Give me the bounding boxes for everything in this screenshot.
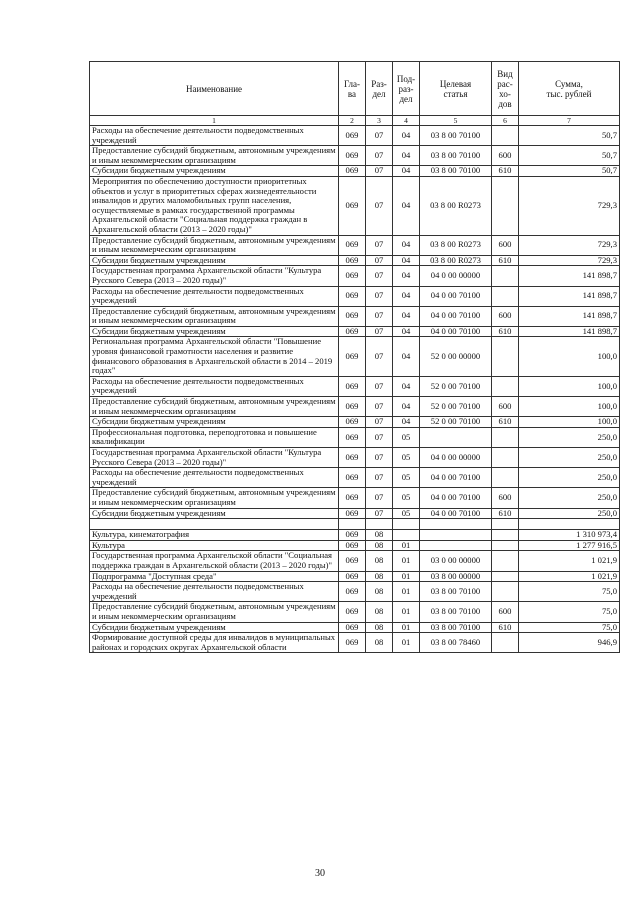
cell-name: Субсидии бюджетным учреждениям (90, 622, 339, 633)
cell-razdel: 07 (366, 176, 393, 235)
col-number: 5 (420, 116, 492, 126)
cell-glava: 069 (339, 337, 366, 376)
cell-podrazdel: 01 (393, 633, 420, 653)
cell-sum: 141 898,7 (519, 306, 620, 326)
cell-expense-type (492, 540, 519, 551)
cell-sum: 729,3 (519, 235, 620, 255)
cell-target-article: 03 8 00 70100 (420, 622, 492, 633)
cell-name: Расходы на обеспечение деятельности подведомственных учреждений (90, 582, 339, 602)
cell-name: Государственная программа Архангельской области "Культура Русского Севера (2013 – 2020 годы)" (90, 448, 339, 468)
table-row (90, 166, 620, 177)
cell-sum: 729,3 (519, 176, 620, 235)
cell-podrazdel: 04 (393, 176, 420, 235)
table-row (90, 397, 620, 417)
cell-razdel: 07 (366, 306, 393, 326)
cell-glava: 069 (339, 468, 366, 488)
cell-sum: 50,7 (519, 126, 620, 146)
cell-podrazdel: 01 (393, 551, 420, 571)
cell-sum: 946,9 (519, 633, 620, 653)
cell-podrazdel: 04 (393, 266, 420, 286)
col-number: 3 (366, 116, 393, 126)
cell-razdel: 08 (366, 622, 393, 633)
cell-name: Государственная программа Архангельской области "Культура Русского Севера (2013 – 2020 годы)" (90, 266, 339, 286)
cell-glava: 069 (339, 448, 366, 468)
table-row (90, 530, 620, 541)
cell-glava (339, 519, 366, 530)
cell-target-article: 03 8 00 R0273 (420, 235, 492, 255)
page-number: 30 (315, 868, 325, 879)
header-podrazdel: Под- раз- дел (393, 62, 420, 116)
cell-glava: 069 (339, 266, 366, 286)
cell-name: Субсидии бюджетным учреждениям (90, 417, 339, 428)
cell-razdel: 07 (366, 255, 393, 266)
table-row (90, 448, 620, 468)
cell-sum: 1 021,9 (519, 551, 620, 571)
cell-glava: 069 (339, 633, 366, 653)
cell-target-article: 03 8 00 00000 (420, 571, 492, 582)
cell-razdel: 07 (366, 427, 393, 447)
cell-expense-type (492, 376, 519, 396)
cell-expense-type (492, 582, 519, 602)
cell-razdel: 07 (366, 417, 393, 428)
col-number: 1 (90, 116, 339, 126)
cell-glava: 069 (339, 326, 366, 337)
table-row (90, 306, 620, 326)
cell-target-article (420, 427, 492, 447)
cell-target-article: 04 0 00 70100 (420, 468, 492, 488)
cell-glava: 069 (339, 146, 366, 166)
cell-sum: 250,0 (519, 448, 620, 468)
cell-podrazdel: 01 (393, 622, 420, 633)
cell-name: Предоставление субсидий бюджетным, автономным учреждениям и иным некоммерческим организациям (90, 397, 339, 417)
cell-podrazdel: 01 (393, 582, 420, 602)
cell-expense-type (492, 519, 519, 530)
cell-glava: 069 (339, 176, 366, 235)
header-sum: Сумма, тыс. рублей (519, 62, 620, 116)
table-row (90, 551, 620, 571)
col-number: 4 (393, 116, 420, 126)
cell-expense-type: 600 (492, 146, 519, 166)
cell-podrazdel: 04 (393, 326, 420, 337)
cell-podrazdel: 01 (393, 540, 420, 551)
table-row (90, 126, 620, 146)
cell-podrazdel: 05 (393, 488, 420, 508)
cell-glava: 069 (339, 126, 366, 146)
cell-name: Расходы на обеспечение деятельности подведомственных учреждений (90, 126, 339, 146)
cell-target-article (420, 530, 492, 541)
cell-sum: 50,7 (519, 146, 620, 166)
cell-podrazdel: 04 (393, 146, 420, 166)
table-row (90, 417, 620, 428)
cell-expense-type: 600 (492, 397, 519, 417)
table-row (90, 540, 620, 551)
table-row (90, 235, 620, 255)
cell-name: Предоставление субсидий бюджетным, автономным учреждениям и иным некоммерческим организациям (90, 602, 339, 622)
cell-razdel: 08 (366, 582, 393, 602)
cell-target-article: 03 8 00 70100 (420, 166, 492, 177)
cell-name: Формирование доступной среды для инвалидов в муниципальных районах и городских округах Архангельской области (90, 633, 339, 653)
cell-name: Предоставление субсидий бюджетным, автономным учреждениям и иным некоммерческим организациям (90, 235, 339, 255)
cell-sum: 250,0 (519, 468, 620, 488)
cell-razdel: 07 (366, 266, 393, 286)
cell-expense-type: 610 (492, 255, 519, 266)
cell-razdel: 07 (366, 326, 393, 337)
cell-name: Культура (90, 540, 339, 551)
cell-target-article: 04 0 00 00000 (420, 266, 492, 286)
table-row (90, 571, 620, 582)
cell-name: Подпрограмма "Доступная среда" (90, 571, 339, 582)
table-row (90, 376, 620, 396)
cell-name: Мероприятия по обеспечению доступности приоритетных объектов и услуг в приоритетных сферах жизнедеятельности инвалидов и других маломобильных групп населения, осуществляемые в рамках государственной программы Архангельской области "Социальная поддержка граждан в Архангельской области (2013 – 2020 годы)" (90, 176, 339, 235)
cell-sum: 75,0 (519, 602, 620, 622)
col-number: 7 (519, 116, 620, 126)
col-number: 2 (339, 116, 366, 126)
cell-sum: 729,3 (519, 255, 620, 266)
cell-expense-type (492, 448, 519, 468)
table-row (90, 468, 620, 488)
cell-sum: 1 021,9 (519, 571, 620, 582)
table-row (90, 622, 620, 633)
cell-glava: 069 (339, 602, 366, 622)
cell-glava: 069 (339, 235, 366, 255)
cell-podrazdel: 04 (393, 255, 420, 266)
table-body (90, 126, 620, 653)
cell-razdel: 07 (366, 235, 393, 255)
cell-razdel: 07 (366, 286, 393, 306)
cell-podrazdel: 04 (393, 397, 420, 417)
cell-sum: 100,0 (519, 376, 620, 396)
cell-razdel: 08 (366, 551, 393, 571)
cell-sum: 75,0 (519, 622, 620, 633)
col-number: 6 (492, 116, 519, 126)
cell-name: Субсидии бюджетным учреждениям (90, 508, 339, 519)
table-row (90, 326, 620, 337)
cell-podrazdel: 04 (393, 306, 420, 326)
cell-expense-type (492, 633, 519, 653)
cell-sum: 1 277 916,5 (519, 540, 620, 551)
cell-glava: 069 (339, 166, 366, 177)
cell-podrazdel: 04 (393, 417, 420, 428)
cell-expense-type: 600 (492, 235, 519, 255)
cell-podrazdel: 04 (393, 126, 420, 146)
cell-name: Региональная программа Архангельской области "Повышение уровня финансовой грамотности населения и развитие финансового образования в Архангельской области в 2014 – 2019 годах" (90, 337, 339, 376)
column-number-row (90, 116, 620, 126)
cell-target-article: 03 0 00 00000 (420, 551, 492, 571)
cell-glava: 069 (339, 306, 366, 326)
cell-sum: 75,0 (519, 582, 620, 602)
cell-razdel: 07 (366, 397, 393, 417)
cell-sum: 50,7 (519, 166, 620, 177)
cell-glava: 069 (339, 582, 366, 602)
cell-expense-type (492, 530, 519, 541)
cell-sum: 141 898,7 (519, 286, 620, 306)
cell-name: Расходы на обеспечение деятельности подведомственных учреждений (90, 286, 339, 306)
cell-razdel: 07 (366, 376, 393, 396)
cell-sum: 1 310 973,4 (519, 530, 620, 541)
cell-target-article: 04 0 00 00000 (420, 448, 492, 468)
header-glava: Гла- ва (339, 62, 366, 116)
table-row (90, 427, 620, 447)
cell-name: Субсидии бюджетным учреждениям (90, 166, 339, 177)
table-row (90, 286, 620, 306)
cell-expense-type: 600 (492, 306, 519, 326)
header-razdel: Раз- дел (366, 62, 393, 116)
cell-sum: 100,0 (519, 337, 620, 376)
cell-podrazdel: 05 (393, 448, 420, 468)
cell-razdel: 08 (366, 633, 393, 653)
cell-podrazdel: 04 (393, 286, 420, 306)
table-row (90, 582, 620, 602)
cell-glava: 069 (339, 530, 366, 541)
cell-name: Государственная программа Архангельской области "Социальная поддержка граждан в Архангельской области (2013 – 2020 годы)" (90, 551, 339, 571)
table-row (90, 146, 620, 166)
cell-name: Расходы на обеспечение деятельности подведомственных учреждений (90, 376, 339, 396)
cell-name: Культура, кинематография (90, 530, 339, 541)
cell-sum: 250,0 (519, 488, 620, 508)
cell-glava: 069 (339, 571, 366, 582)
cell-glava: 069 (339, 286, 366, 306)
cell-target-article (420, 519, 492, 530)
table-row (90, 508, 620, 519)
cell-razdel (366, 519, 393, 530)
cell-sum: 141 898,7 (519, 266, 620, 286)
table-row (90, 255, 620, 266)
cell-name: Субсидии бюджетным учреждениям (90, 326, 339, 337)
cell-target-article: 03 8 00 70100 (420, 146, 492, 166)
cell-razdel: 08 (366, 571, 393, 582)
cell-glava: 069 (339, 427, 366, 447)
header-vid: Вид рас- хо- дов (492, 62, 519, 116)
header-name: Наименование (90, 62, 339, 116)
cell-razdel: 08 (366, 602, 393, 622)
cell-expense-type: 610 (492, 326, 519, 337)
cell-razdel: 07 (366, 337, 393, 376)
cell-razdel: 08 (366, 530, 393, 541)
cell-razdel: 07 (366, 468, 393, 488)
cell-target-article: 52 0 00 70100 (420, 417, 492, 428)
table-row (90, 519, 620, 530)
cell-target-article: 52 0 00 70100 (420, 376, 492, 396)
cell-expense-type: 610 (492, 166, 519, 177)
cell-name: Предоставление субсидий бюджетным, автономным учреждениям и иным некоммерческим организациям (90, 306, 339, 326)
cell-podrazdel: 01 (393, 571, 420, 582)
cell-expense-type (492, 427, 519, 447)
cell-glava: 069 (339, 397, 366, 417)
cell-target-article: 04 0 00 70100 (420, 286, 492, 306)
cell-target-article: 03 8 00 R0273 (420, 176, 492, 235)
cell-glava: 069 (339, 508, 366, 519)
cell-target-article: 03 8 00 70100 (420, 582, 492, 602)
cell-expense-type: 600 (492, 488, 519, 508)
cell-name: Расходы на обеспечение деятельности подведомственных учреждений (90, 468, 339, 488)
cell-target-article: 04 0 00 70100 (420, 306, 492, 326)
cell-razdel: 08 (366, 540, 393, 551)
cell-sum: 250,0 (519, 427, 620, 447)
cell-expense-type (492, 286, 519, 306)
table-row (90, 602, 620, 622)
cell-target-article: 52 0 00 70100 (420, 397, 492, 417)
header-target: Целевая статья (420, 62, 492, 116)
cell-glava: 069 (339, 255, 366, 266)
cell-expense-type: 610 (492, 508, 519, 519)
cell-target-article: 04 0 00 70100 (420, 326, 492, 337)
cell-razdel: 07 (366, 126, 393, 146)
cell-razdel: 07 (366, 166, 393, 177)
table-header-row (90, 62, 620, 116)
budget-table-page (89, 61, 619, 653)
cell-glava: 069 (339, 622, 366, 633)
cell-sum: 141 898,7 (519, 326, 620, 337)
cell-target-article: 52 0 00 00000 (420, 337, 492, 376)
cell-name: Субсидии бюджетным учреждениям (90, 255, 339, 266)
budget-table (89, 61, 620, 653)
cell-razdel: 07 (366, 488, 393, 508)
cell-sum: 100,0 (519, 397, 620, 417)
table-row (90, 488, 620, 508)
cell-expense-type (492, 337, 519, 376)
cell-podrazdel (393, 530, 420, 541)
cell-sum: 250,0 (519, 508, 620, 519)
table-row (90, 266, 620, 286)
cell-target-article: 04 0 00 70100 (420, 508, 492, 519)
cell-expense-type (492, 126, 519, 146)
cell-razdel: 07 (366, 508, 393, 519)
cell-target-article: 03 8 00 78460 (420, 633, 492, 653)
cell-podrazdel: 04 (393, 235, 420, 255)
cell-podrazdel: 05 (393, 427, 420, 447)
cell-sum (519, 519, 620, 530)
table-row (90, 176, 620, 235)
cell-podrazdel: 04 (393, 376, 420, 396)
cell-expense-type: 600 (492, 602, 519, 622)
cell-podrazdel: 01 (393, 602, 420, 622)
cell-razdel: 07 (366, 448, 393, 468)
cell-sum: 100,0 (519, 417, 620, 428)
table-row (90, 337, 620, 376)
cell-expense-type (492, 468, 519, 488)
cell-podrazdel: 04 (393, 337, 420, 376)
cell-expense-type (492, 551, 519, 571)
cell-podrazdel: 04 (393, 166, 420, 177)
cell-podrazdel: 05 (393, 508, 420, 519)
cell-target-article (420, 540, 492, 551)
cell-expense-type (492, 176, 519, 235)
cell-expense-type (492, 266, 519, 286)
cell-podrazdel (393, 519, 420, 530)
cell-name (90, 519, 339, 530)
cell-glava: 069 (339, 540, 366, 551)
cell-expense-type: 610 (492, 622, 519, 633)
cell-glava: 069 (339, 417, 366, 428)
cell-target-article: 03 8 00 R0273 (420, 255, 492, 266)
cell-glava: 069 (339, 551, 366, 571)
cell-name: Профессиональная подготовка, переподготовка и повышение квалификации (90, 427, 339, 447)
cell-podrazdel: 05 (393, 468, 420, 488)
cell-name: Предоставление субсидий бюджетным, автономным учреждениям и иным некоммерческим организациям (90, 146, 339, 166)
cell-expense-type: 610 (492, 417, 519, 428)
cell-razdel: 07 (366, 146, 393, 166)
cell-expense-type (492, 571, 519, 582)
cell-target-article: 03 8 00 70100 (420, 602, 492, 622)
table-row (90, 633, 620, 653)
cell-glava: 069 (339, 488, 366, 508)
cell-target-article: 03 8 00 70100 (420, 126, 492, 146)
cell-glava: 069 (339, 376, 366, 396)
cell-target-article: 04 0 00 70100 (420, 488, 492, 508)
cell-name: Предоставление субсидий бюджетным, автономным учреждениям и иным некоммерческим организациям (90, 488, 339, 508)
